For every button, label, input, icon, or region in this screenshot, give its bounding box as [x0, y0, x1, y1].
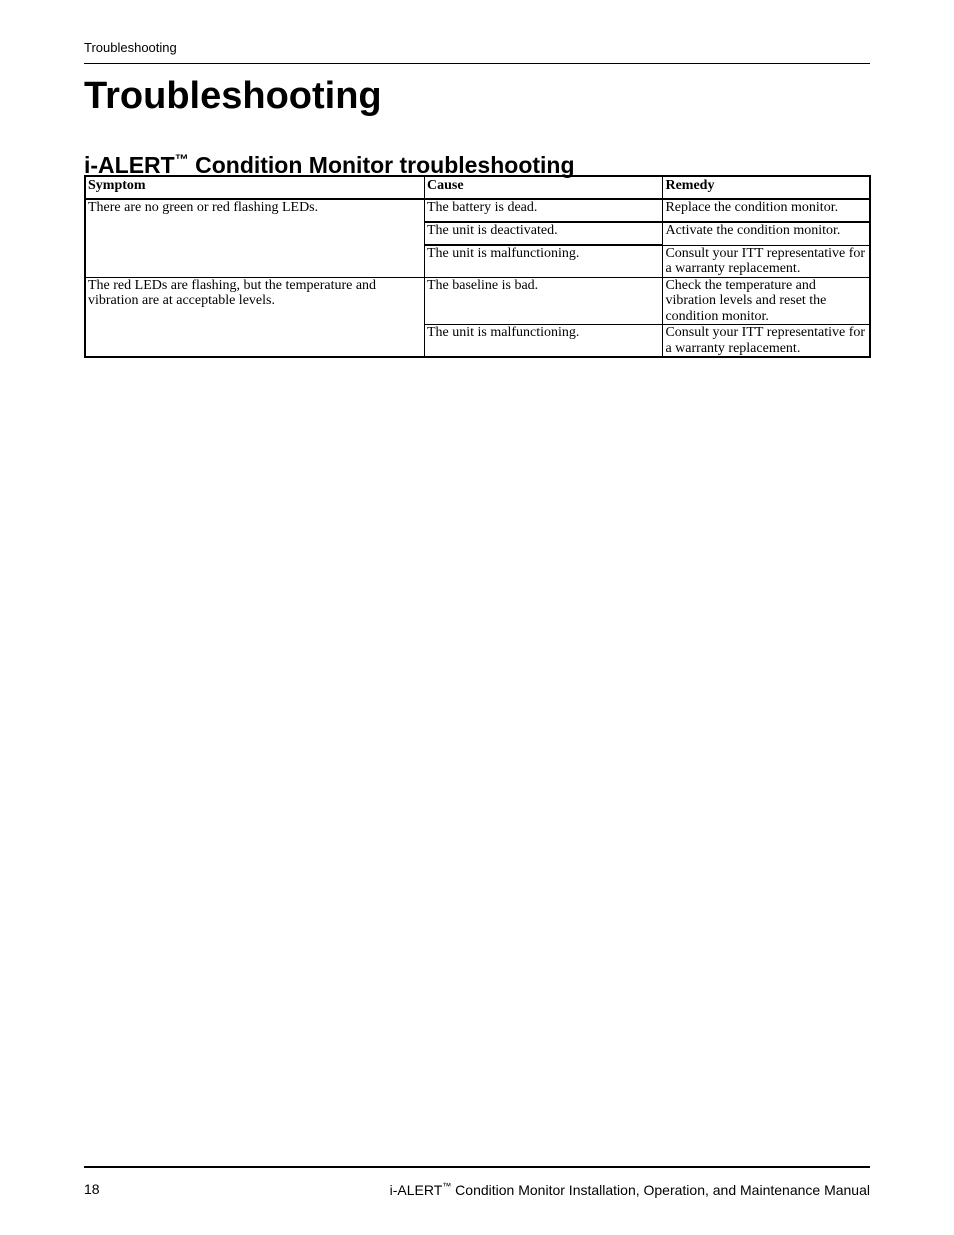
footer-title-text: Condition Monitor Installation, Operation, and Maintenance Manual — [451, 1182, 870, 1198]
table-row — [85, 199, 870, 222]
cause-cell: The unit is malfunctioning. — [425, 245, 663, 277]
remedy-cell: Consult your ITT representative for a warranty replacement. — [663, 325, 870, 358]
section-title-brand: i-ALERT — [84, 152, 175, 178]
running-head: Troubleshooting — [84, 40, 177, 55]
cause-cell: The unit is malfunctioning. — [425, 325, 663, 358]
trademark-symbol: ™ — [174, 151, 189, 167]
column-header-symptom: Symptom — [85, 176, 425, 199]
footer-rule — [84, 1166, 870, 1168]
header-rule — [84, 63, 870, 64]
remedy-cell: Check the temperature and vibration levels and reset the condition monitor. — [663, 277, 870, 325]
symptom-cell: There are no green or red flashing LEDs. — [85, 199, 425, 277]
cause-cell: The unit is deactivated. — [425, 222, 663, 245]
cause-cell: The baseline is bad. — [425, 277, 663, 325]
footer-manual-title — [390, 1181, 870, 1198]
footer-title-brand: i-ALERT — [389, 1182, 443, 1198]
table-header-row — [85, 176, 870, 199]
column-header-cause: Cause — [425, 176, 663, 199]
symptom-cell: The red LEDs are flashing, but the temperature and vibration are at acceptable levels. — [85, 277, 425, 357]
column-header-remedy: Remedy — [663, 176, 870, 199]
page-title: Troubleshooting — [84, 75, 382, 117]
remedy-cell: Consult your ITT representative for a warranty replacement. — [663, 245, 870, 277]
remedy-cell: Activate the condition monitor. — [663, 222, 870, 245]
page-number: 18 — [84, 1181, 100, 1197]
table-row — [85, 277, 870, 325]
section-title-text: Condition Monitor troubleshooting — [188, 152, 575, 178]
remedy-cell: Replace the condition monitor. — [663, 199, 870, 222]
troubleshooting-table — [84, 175, 871, 358]
cause-cell: The battery is dead. — [425, 199, 663, 222]
trademark-symbol: ™ — [442, 1181, 452, 1191]
